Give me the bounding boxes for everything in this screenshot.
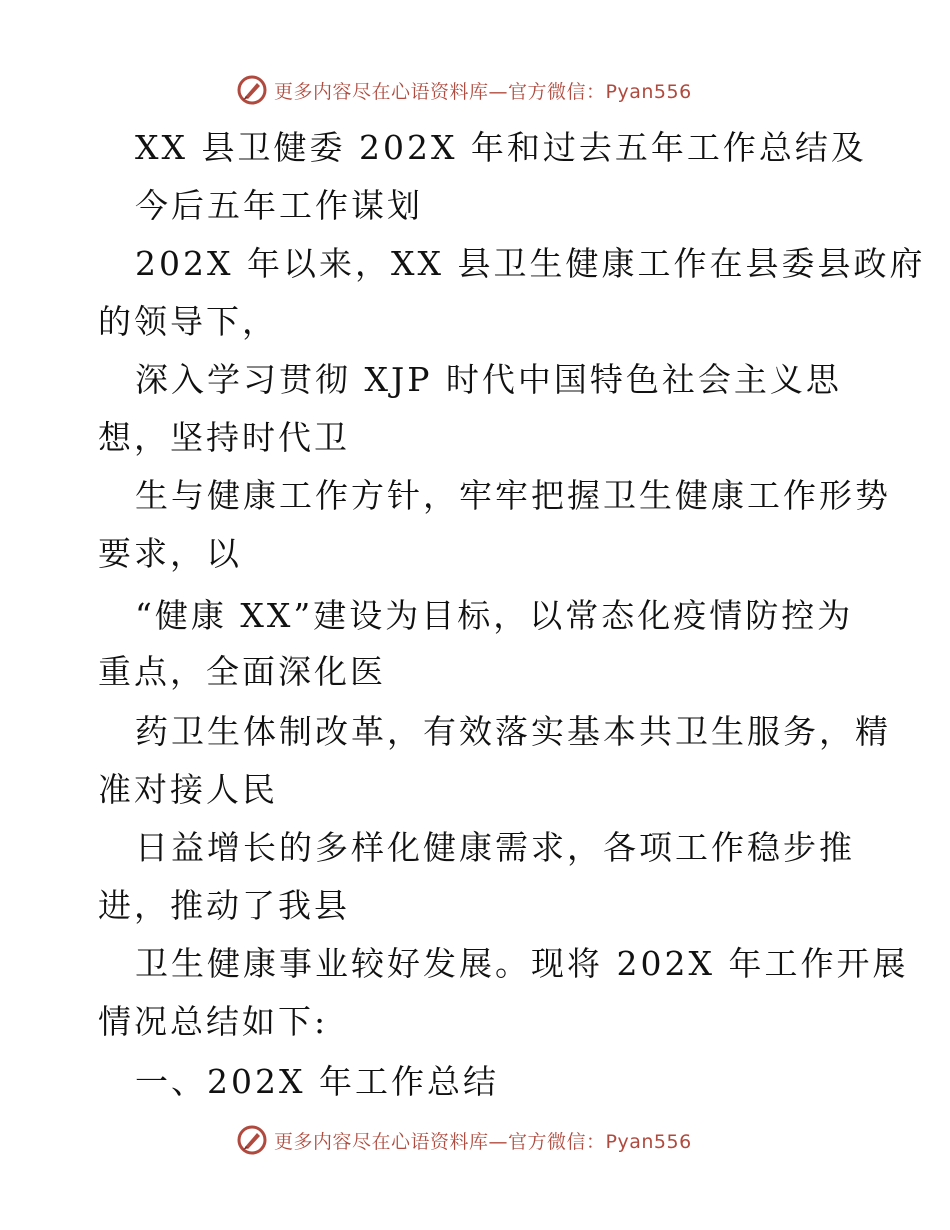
doc-text-line: 的领导下， [98,302,278,341]
section-heading: 一、202X 年工作总结 [135,1062,499,1101]
watermark-text: 更多内容尽在心语资料库—官方微信：Pyan556 [274,80,692,103]
doc-text-line: 生与健康工作方针，牢牢把握卫生健康工作形势 [135,476,891,515]
doc-text-line: 重点，全面深化医 [98,652,386,691]
doc-text-line: 日益增长的多样化健康需求，各项工作稳步推 [135,828,855,867]
doc-text-line: 药卫生体制改革，有效落实基本共卫生服务，精 [135,712,891,751]
doc-text-line: 202X 年以来，XX 县卫生健康工作在县委县政府 [135,244,926,283]
doc-text-line: 卫生健康事业较好发展。现将 202X 年工作开展 [135,944,909,983]
header-watermark [236,72,692,108]
pen-seal-icon [236,74,268,106]
doc-text-line: 深入学习贯彻 XJP 时代中国特色社会主义思 [135,360,842,399]
doc-text-line: 准对接人民 [98,770,278,809]
doc-text-line: 要求，以 [98,534,242,573]
doc-text-line: 想，坚持时代卫 [98,418,350,457]
doc-text-line: “健康 XX”建设为目标，以常态化疫情防控为 [135,596,854,635]
watermark-text: 更多内容尽在心语资料库—官方微信：Pyan556 [274,1130,692,1153]
doc-title-line-2: 今后五年工作谋划 [135,186,423,225]
doc-title-line-1: XX 县卫健委 202X 年和过去五年工作总结及 [135,128,867,167]
footer-watermark [236,1122,692,1158]
pen-seal-icon [236,1124,268,1156]
doc-text-line: 进，推动了我县 [98,886,350,925]
doc-text-line: 情况总结如下: [98,1002,329,1041]
